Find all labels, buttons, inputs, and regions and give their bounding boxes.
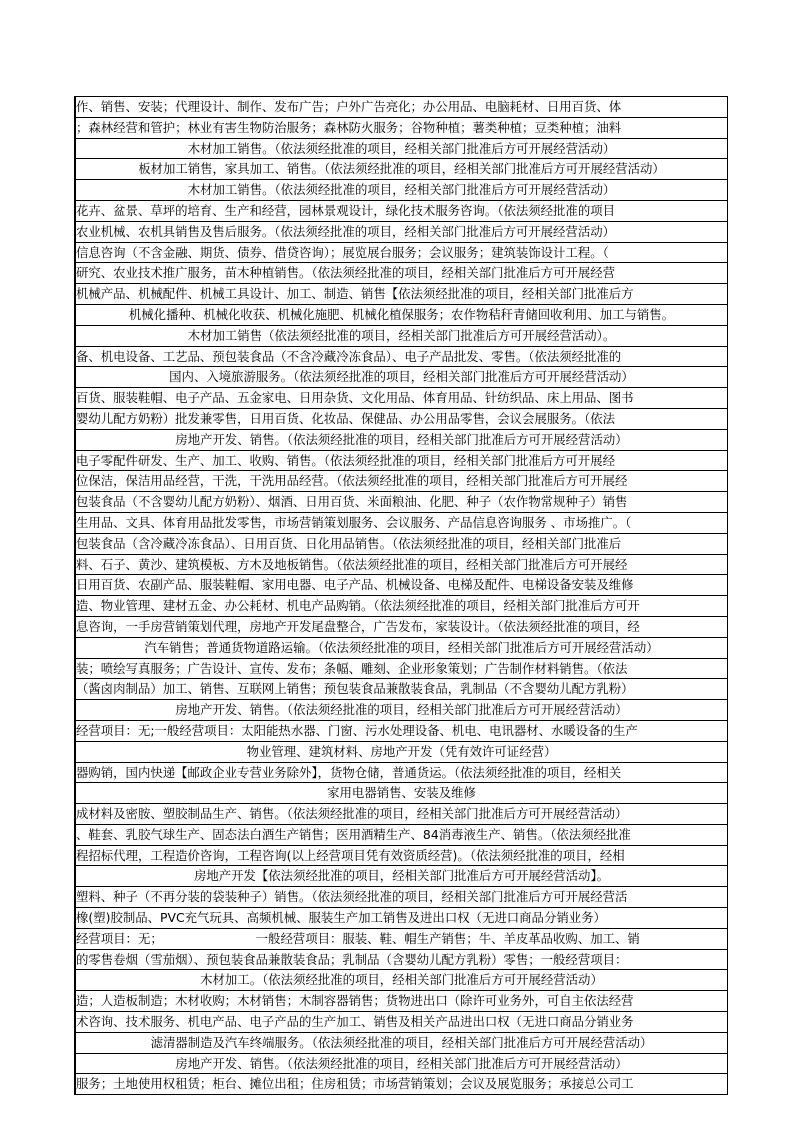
- table-row: [76, 575, 727, 596]
- cell-text: 木材加工销售。（依法须经批准的项目，经相关部门批准后方可开展经营活动）: [187, 140, 616, 156]
- table-row: [76, 846, 727, 867]
- cell-text: 造、物业管理、建材五金、办公耗材、机电产品购销。（依法须经批准的项目，经相关部门批准后方可开: [76, 598, 640, 614]
- cell-text: 汽车销售；普通货物道路运输。（依法须经批准的项目，经相关部门批准后方可开展经营活动）: [144, 639, 659, 655]
- cell-text: 术咨询、技术服务、机电产品、电子产品的生产加工、销售及相关产品进出口权（无进口商品分销业务: [76, 1014, 634, 1030]
- cell-text: 造；人造板制造；木材收购；木材销售；木制容器销售；货物进出口（除许可业务外，可自主依法经营: [76, 993, 634, 1009]
- cell-text: 的零售卷烟（雪茄烟）、预包装食品兼散装食品；乳制品（含婴幼儿配方乳粉）零售；一般经营项目：: [76, 951, 628, 967]
- cell-text: 、鞋套、乳胶气球生产、固态法白酒生产销售；医用酒精生产、84消毒液生产、销售。（依法须经批准: [76, 826, 631, 842]
- table-row: [76, 118, 727, 139]
- cell-text: 物业管理、建筑材料、房地产开发（凭有效许可证经营）: [246, 743, 557, 759]
- cell-text: 滤清器制造及汽车终端服务。（依法须经批准的项目，经相关部门批准后方可开展经营活动）: [150, 1034, 653, 1050]
- cell-text: 国内、入境旅游服务。（依法须经批准的项目，经相关部门批准后方可开展经营活动）: [169, 369, 634, 385]
- table-row: [76, 700, 727, 721]
- table-row: [76, 887, 727, 908]
- cell-text: 经营项目：无;一般经营项目：太阳能热水器、门窗、污水处理设备、机电、电讯器材、水暖设备的生产: [76, 722, 638, 738]
- table-row: [76, 201, 727, 222]
- table-row: [76, 555, 727, 576]
- cell-text: 房地产开发、销售。（依法须经批准的项目，经相关部门批准后方可开展经营活动）: [175, 431, 628, 447]
- cell-text: 电子零配件研发、生产、加工、收购、销售。（依法须经批准的项目，经相关部门批准后方可开展经: [76, 452, 615, 468]
- cell-text: 家用电器销售、安装及维修: [327, 785, 476, 801]
- table-row: [76, 659, 727, 680]
- cell-text: 研究、农业技术推广服务，苗木种植销售。（依法须经批准的项目，经相关部门批准后方可开展经营: [76, 265, 615, 281]
- cell-text: 器购销，国内快递【邮政企业专营业务除外】，货物仓储，普通货运。（依法须经批准的项目，经相关: [76, 764, 622, 780]
- table-row: [76, 679, 727, 700]
- table-row: [76, 721, 727, 742]
- table-row: [76, 866, 727, 887]
- cell-text: 机械化播种、机械化收获、机械化施肥、机械化植保服务；农作物秸秆青储回收利用、加工与销售。: [128, 306, 675, 322]
- table-row: [76, 763, 727, 784]
- table-row: [76, 638, 727, 659]
- cell-text: 房地产开发、销售。（依法须经批准的项目，经相关部门批准后方可开展经营活动）: [175, 1055, 628, 1071]
- cell-text: ；森林经营和管护；林业有害生物防治服务；森林防火服务；谷物种植；薯类种植；豆类种植；油料: [76, 119, 622, 135]
- table-row: [76, 908, 727, 929]
- table-row: [76, 326, 727, 347]
- table-row: [76, 97, 727, 118]
- cell-text: 百货、服装鞋帽、电子产品、五金家电、日用杂货、文化用品、体育用品、针纺织品、床上用品、图书: [76, 390, 634, 406]
- table-row: [76, 471, 727, 492]
- table-row: [76, 139, 727, 160]
- table-row: [76, 243, 727, 264]
- table-row: [76, 825, 727, 846]
- table-row: [76, 991, 727, 1012]
- cell-text: 婴幼儿配方奶粉）批发兼零售，日用百货、化妆品、保健品、办公用品零售，会议会展服务。（依法: [76, 410, 615, 426]
- table-row: [76, 451, 727, 472]
- cell-text: 包装食品（不含婴幼儿配方奶粉）、烟酒、日用百货、米面粮油、化肥、种子（农作物常规种子）销售: [76, 494, 628, 510]
- cell-text: 服务；土地使用权租赁；柜台、摊位出租；住房租赁；市场营销策划；会议及展览服务；承接总公司工: [76, 1076, 634, 1092]
- cell-text: 包装食品（含冷藏冷冻食品）、日用百货、日化用品销售。（依法须经批准的项目，经相关部门批准后: [76, 535, 622, 551]
- table-row: [76, 409, 727, 430]
- table-row: [76, 783, 727, 804]
- cell-text: 生用品、文具、体育用品批发零售，市场营销策划服务、会议服务、产品信息咨询服务 、市场推广。（: [76, 514, 632, 530]
- cell-text: 程招标代理，工程造价咨询，工程咨询(以上经营项目凭有效资质经营)。（依法须经批准的项目，经相: [76, 847, 625, 863]
- cell-text: 木材加工销售。（依法须经批准的项目，经相关部门批准后方可开展经营活动）: [187, 182, 616, 198]
- cell-text: 木材加工。（依法须经批准的项目，经相关部门批准后方可开展经营活动）: [200, 972, 603, 988]
- cell-text: 花卉、盆景、草坪的培育、生产和经营，园林景观设计，绿化技术服务咨询。（依法须经批准的项目: [76, 202, 615, 218]
- table-row: [76, 1074, 727, 1095]
- table-row: [76, 596, 727, 617]
- cell-text: （酱卤肉制品）加工、销售、互联网上销售；预包装食品兼散装食品，乳制品（不含婴幼儿配方乳粉）: [76, 681, 634, 697]
- cell-text: 作、销售、安装；代理设计、制作、发布广告；户外广告亮化；办公用品、电脑耗材、日用百货、体: [76, 99, 622, 114]
- table-row: [76, 347, 727, 368]
- cell-text: 备、机电设备、工艺品、预包装食品（不含冷藏冷冻食品）、电子产品批发、零售。（依法须经批准的: [76, 348, 622, 364]
- table-row: [76, 950, 727, 971]
- table-row: [76, 970, 727, 991]
- cell-text: 机械产品、机械配件、机械工具设计、加工、制造、销售【依法须经批准的项目，经相关部门批准后方: [76, 286, 634, 302]
- table-row: [76, 929, 727, 950]
- table-row: [76, 804, 727, 825]
- cell-text: 木材加工销售（依法须经批准的项目，经相关部门批准后方可开展经营活动）。: [187, 327, 616, 343]
- table-row: [76, 305, 727, 326]
- table-row: [76, 1054, 727, 1075]
- cell-text: 日用百货、农副产品、服装鞋帽、家用电器、电子产品、机械设备、电梯及配件、电梯设备安装及维修: [76, 577, 634, 593]
- table-row: [76, 222, 727, 243]
- table-row: [76, 1012, 727, 1033]
- cell-text: 装；喷绘写真服务；广告设计、宣传、发布；条幅、雕刻、企业形象策划；广告制作材料销售。（依法: [76, 660, 628, 676]
- table-row: [76, 1033, 727, 1054]
- cell-text: 农业机械、农机具销售及售后服务。（依法须经批准的项目，经相关部门批准后方可开展经营活动）: [76, 223, 615, 239]
- table-row: [76, 159, 727, 180]
- cell-text: 成材料及密胺、塑胶制品生产、销售。（依法须经批准的项目，经相关部门批准后方可开展经营活动）: [76, 806, 628, 822]
- table-row: [76, 513, 727, 534]
- cell-text: 房地产开发【依法须经批准的项目，经相关部门批准后方可开展经营活动】。: [193, 868, 610, 884]
- table-row: [76, 388, 727, 409]
- table-row: [76, 617, 727, 638]
- table-row: [76, 367, 727, 388]
- cell-text: 信息咨询（不含金融、期货、债券、借贷咨询）；展览展台服务；会议服务；建筑装饰设计工程。（: [76, 244, 609, 260]
- cell-text: 房地产开发、销售。（依法须经批准的项目，经相关部门批准后方可开展经营活动）: [175, 702, 628, 718]
- table-row: [76, 284, 727, 305]
- table-row: [76, 263, 727, 284]
- table-row: [76, 430, 727, 451]
- table-row: [76, 492, 727, 513]
- cell-text: 板材加工销售，家具加工、销售。（依法须经批准的项目，经相关部门批准后方可开展经营活动）: [138, 161, 665, 177]
- cell-text: 塑料、种子（不再分装的袋装种子）销售。（依法须经批准的项目，经相关部门批准后方可开展经营活: [76, 889, 628, 905]
- table-row: [76, 742, 727, 763]
- cell-text: 经营项目：无； 一般经营项目：服装、鞋、帽生产销售；牛、羊皮革品收购、加工、销: [76, 930, 640, 946]
- table-row: [76, 180, 727, 201]
- business-scope-table: [74, 96, 728, 1095]
- cell-text: 橡(塑)胶制品、PVC充气玩具、高频机械、服装生产加工销售及进出口权（无进口商品分销业务）: [76, 910, 606, 926]
- cell-text: 料、石子、黄沙、建筑模板、方木及地板销售。（依法须经批准的项目，经相关部门批准后方可开展经: [76, 556, 628, 572]
- table-row: [76, 534, 727, 555]
- cell-text: 位保洁，保洁用品经营，干洗，干洗用品经营。（依法须经批准的项目，经相关部门批准后方可开展经: [76, 473, 628, 489]
- cell-text: 息咨询，一手房营销策划代理，房地产开发尾盘整合，广告发布，家装设计。（依法须经批准的项目，经: [76, 618, 640, 634]
